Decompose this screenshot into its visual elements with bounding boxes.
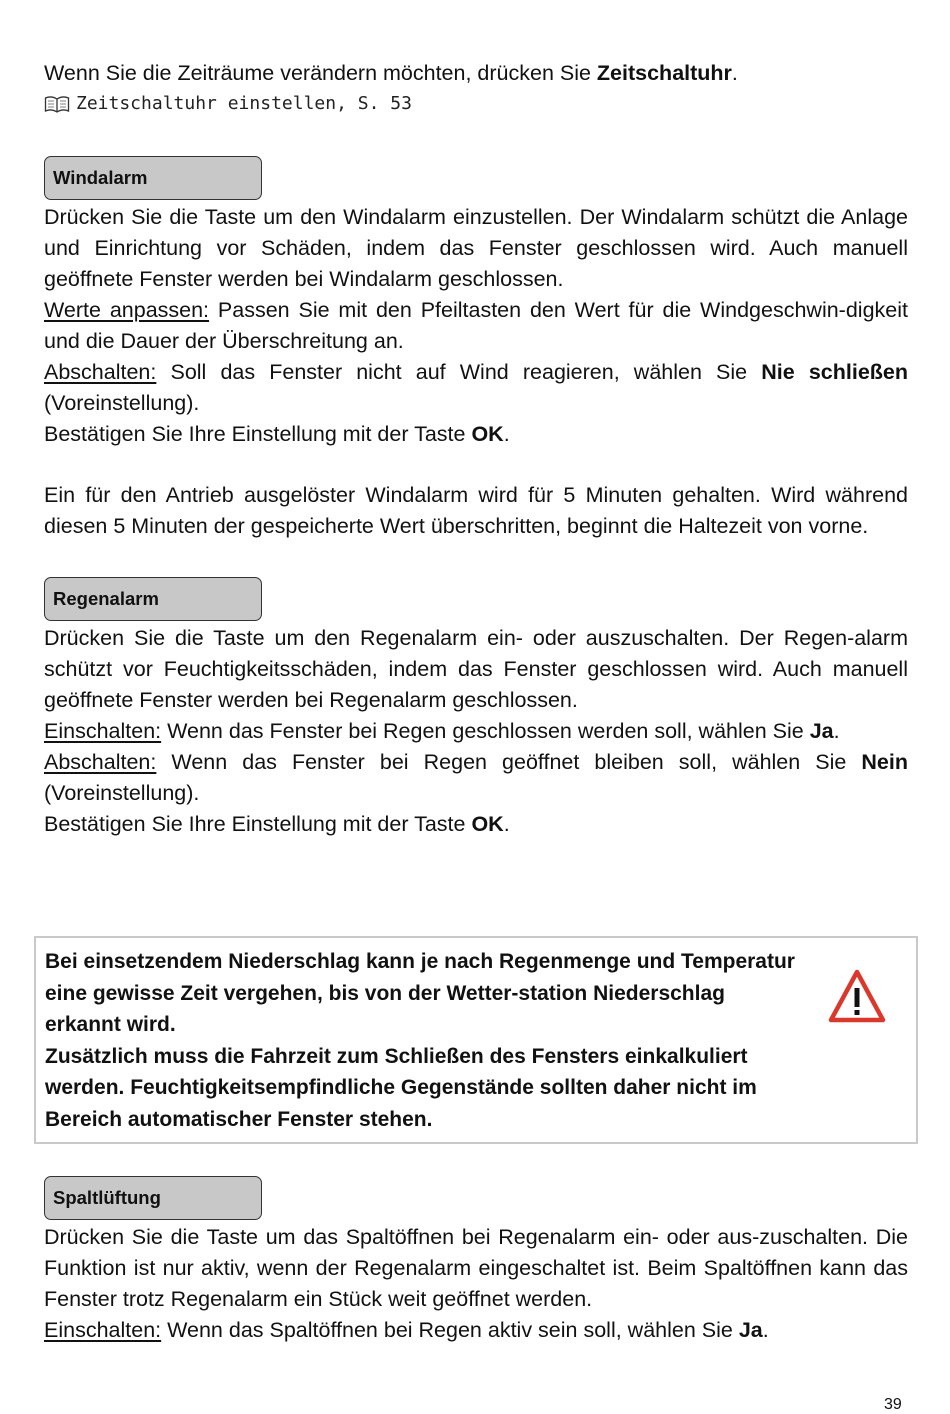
regenalarm-confirm: Bestätigen Sie Ihre Einstellung mit der Taste OK. — [44, 812, 510, 836]
on-label: Einschalten: — [44, 1318, 162, 1342]
warning-triangle-icon — [828, 968, 886, 1024]
regenalarm-on-paragraph: Einschalten: Wenn das Fenster bei Regen geschlossen werden soll, wählen Sie Ja. — [44, 719, 840, 743]
off-label: Abschalten: — [44, 360, 157, 384]
off-label: Abschalten: — [44, 750, 157, 774]
warning-text-1: Bei einsetzendem Niederschlag kann je nach Regenmenge und Temperatur eine gewisse Zeit vergehen, bis von der Wetter-station Niederschlag erkannt wird. — [45, 950, 795, 1036]
windalarm-hold-paragraph: Ein für den Antrieb ausgelöster Windalarm wird für 5 Minuten gehalten. Wird während diesen 5 Minuten der gespeicherte Wert überschritten, beginnt die Haltezeit von vorne. — [44, 483, 908, 538]
ja-keyword: Ja — [809, 719, 834, 743]
windalarm-confirm: Bestätigen Sie Ihre Einstellung mit der Taste OK. — [44, 422, 510, 446]
nie-schliessen-keyword: Nie schließen — [761, 360, 908, 384]
windalarm-header: Windalarm — [44, 156, 262, 200]
intro-paragraph: Wenn Sie die Zeiträume verändern möchten, drücken Sie Zeitschaltuhr. — [44, 61, 738, 85]
book-icon — [44, 95, 70, 113]
ja-keyword: Ja — [738, 1318, 763, 1342]
regenalarm-description: Drücken Sie die Taste um den Regenalarm ein- oder auszuschalten. Der Regen-alarm schützt vor Feuchtigkeitsschäden, indem das Fenster geschlossen wird. Auch manuell geöffnete Fenster werden bei Regenalarm geschlossen. — [44, 626, 908, 712]
ok-keyword: OK — [471, 422, 504, 446]
spaltlueftung-description: Drücken Sie die Taste um das Spaltöffnen bei Regenalarm ein- oder aus-zuschalten. Die Funktion ist nur aktiv, wenn der Regenalarm eingeschaltet ist. Beim Spaltöffnen kann das Fenster trotz Regenalarm ein Stück weit geöffnet werden. — [44, 1225, 908, 1311]
windalarm-adjust-paragraph: Werte anpassen: Passen Sie mit den Pfeiltasten den Wert für die Windgeschwin-digkeit und die Dauer der Überschreitung an. — [44, 298, 908, 353]
spaltlueftung-section — [44, 1176, 908, 1346]
windalarm-off-paragraph: Abschalten: Soll das Fenster nicht auf Wind reagieren, wählen Sie Nie schließen (Voreinstellung). — [44, 360, 908, 415]
page-number: 39 — [884, 1396, 902, 1413]
reference-text: Zeitschaltuhr einstellen, S. 53 — [76, 93, 412, 114]
nein-keyword: Nein — [861, 750, 908, 774]
warning-text-2: Zusätzlich muss die Fahrzeit zum Schließen des Fensters einkalkuliert werden. Feuchtigkeitsempfindliche Gegenstände sollten daher nicht im Bereich automatischer Fenster stehen. — [45, 1044, 757, 1131]
ok-keyword: OK — [471, 812, 504, 836]
page-reference[interactable] — [44, 89, 908, 119]
page-content — [44, 58, 908, 840]
adjust-label: Werte anpassen: — [44, 298, 210, 322]
regenalarm-off-paragraph: Abschalten: Wenn das Fenster bei Regen geöffnet bleiben soll, wählen Sie Nein (Voreinstellung). — [44, 750, 908, 805]
zeitschaltuhr-keyword: Zeitschaltuhr — [596, 61, 732, 85]
warning-box — [34, 936, 918, 1144]
spaltlueftung-header: Spaltlüftung — [44, 1176, 262, 1220]
regenalarm-header: Regenalarm — [44, 577, 262, 621]
on-label: Einschalten: — [44, 719, 162, 743]
spaltlueftung-on-paragraph: Einschalten: Wenn das Spaltöffnen bei Regen aktiv sein soll, wählen Sie Ja. — [44, 1318, 769, 1342]
windalarm-description: Drücken Sie die Taste um den Windalarm einzustellen. Der Windalarm schützt die Anlage und Einrichtung vor Schäden, indem das Fenster geschlossen wird. Auch manuell geöffnete Fenster werden bei Windalarm geschlossen. — [44, 205, 908, 291]
